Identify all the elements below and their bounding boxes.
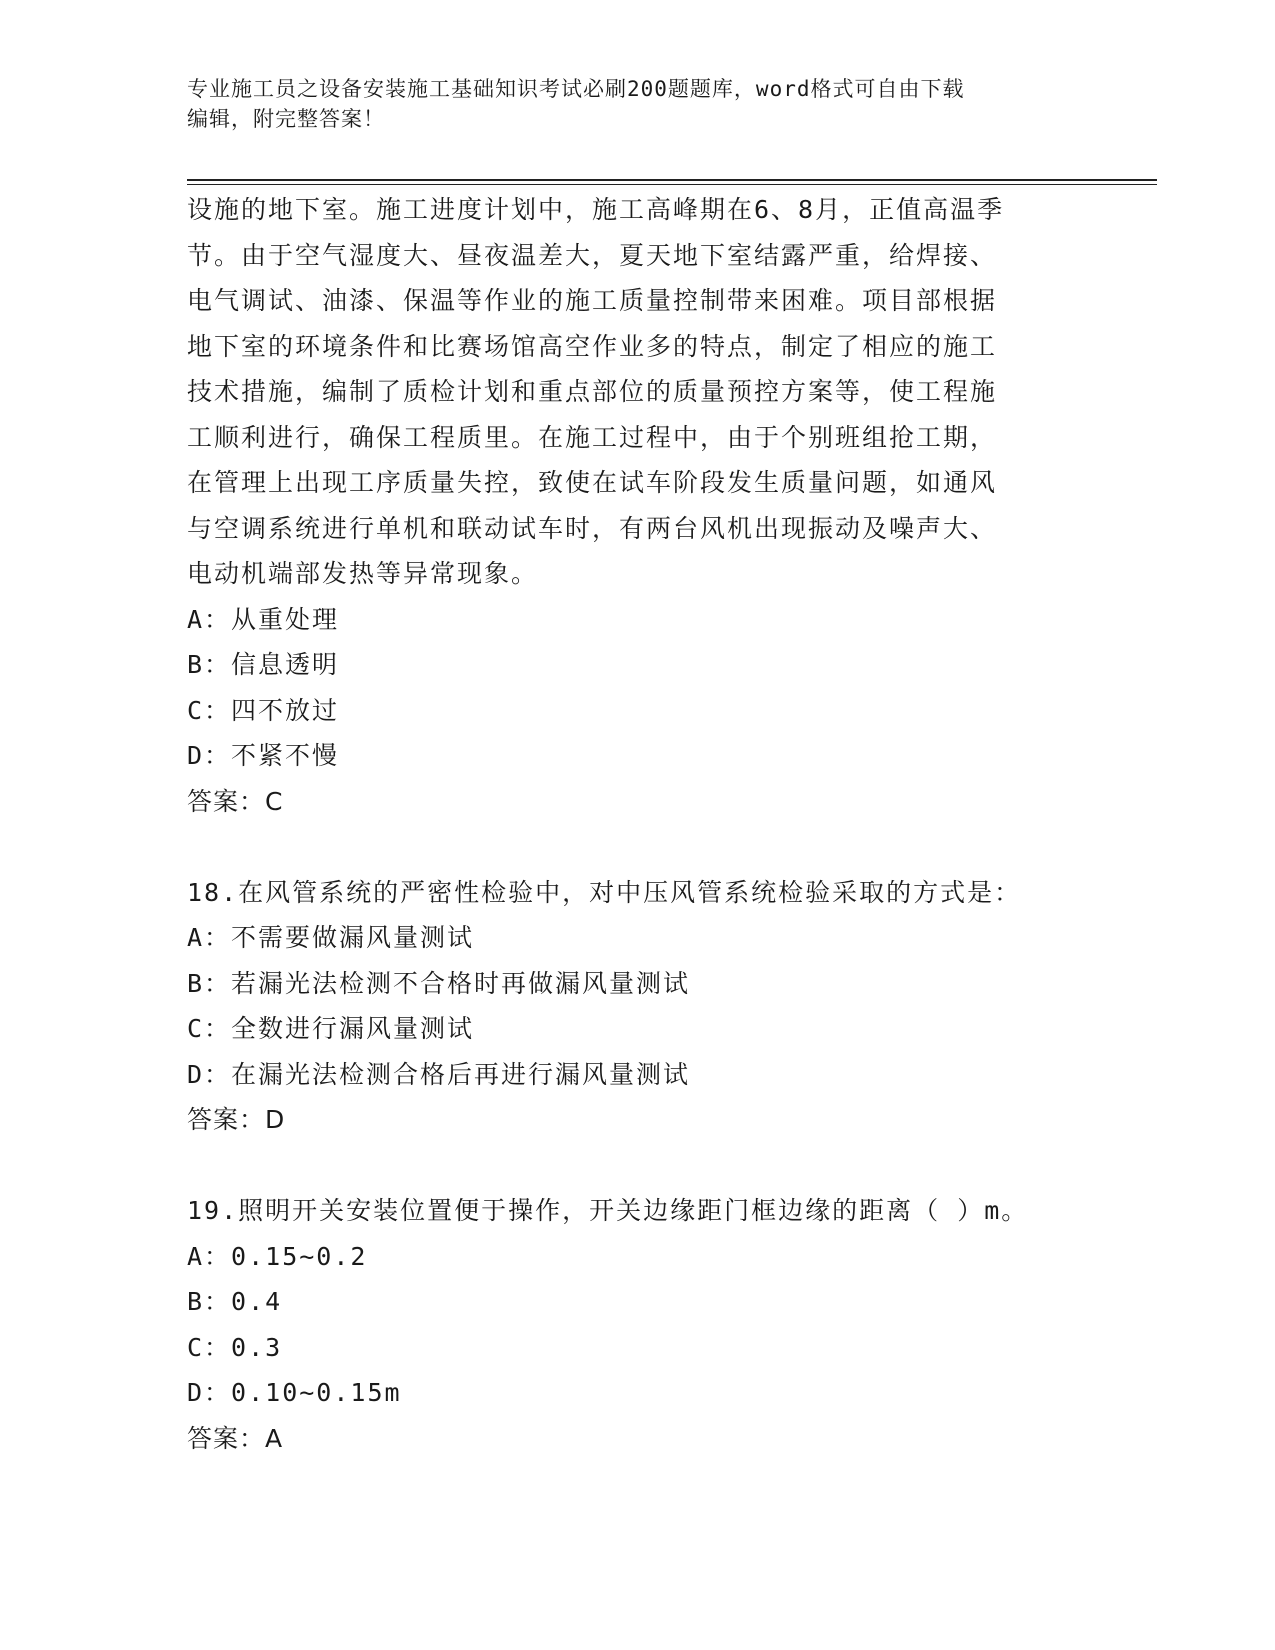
question-text-line: 节。由于空气湿度大、昼夜温差大，夏天地下室结露严重，给焊接、 — [187, 240, 998, 270]
question-text-line: 电动机端部发热等异常现象。 — [187, 559, 539, 588]
question-19-text: 19.照明开关安装位置便于操作，开关边缘距门框边缘的距离（ ）m。 — [187, 1196, 1029, 1225]
question-17-text — [187, 187, 1087, 597]
spacer — [187, 824, 1087, 870]
answer-label: 答案：C — [187, 786, 284, 816]
option-d: D：在漏光法检测合格后再进行漏风量测试 — [187, 1059, 691, 1089]
question-18-block — [187, 870, 1087, 1143]
question-17-block — [187, 187, 1087, 824]
question-text-line: 与空调系统进行单机和联动试车时，有两台风机出现振动及噪声大、 — [187, 513, 998, 543]
answer-label: 答案：A — [187, 1423, 284, 1453]
option-a: A：不需要做漏风量测试 — [187, 923, 475, 952]
option-c: C：全数进行漏风量测试 — [187, 1014, 475, 1043]
option-d: D：不紧不慢 — [187, 741, 340, 770]
option-b: B：信息透明 — [187, 650, 340, 679]
header-title-line-1: 专业施工员之设备安装施工基础知识考试必刷200题题库，word格式可自由下载 — [187, 77, 965, 101]
header-divider-thick — [187, 179, 1157, 181]
header-divider-thin — [187, 184, 1157, 185]
option-c: C：0.3 — [187, 1332, 283, 1362]
question-18-text: 18.在风管系统的严密性检验中，对中压风管系统检验采取的方式是： — [187, 877, 1022, 907]
question-19-block — [187, 1188, 1087, 1461]
option-a: A：从重处理 — [187, 604, 340, 634]
spacer — [187, 1143, 1087, 1189]
document-header — [187, 74, 1067, 134]
question-text-line: 设施的地下室。施工进度计划中，施工高峰期在6、8月，正值高温季 — [187, 195, 1005, 224]
header-title-line-2: 编辑，附完整答案！ — [187, 107, 385, 131]
document-body — [187, 187, 1087, 1461]
option-b: B：若漏光法检测不合格时再做漏风量测试 — [187, 968, 691, 998]
option-c: C：四不放过 — [187, 695, 340, 725]
answer-label: 答案：D — [187, 1105, 286, 1134]
question-text-line: 在管理上出现工序质量失控，致使在试车阶段发生质量问题，如通风 — [187, 468, 998, 497]
question-text-line: 地下室的环境条件和比赛场馆高空作业多的特点，制定了相应的施工 — [187, 331, 998, 361]
option-b: B：0.4 — [187, 1287, 283, 1316]
question-text-line: 技术措施，编制了质检计划和重点部位的质量预控方案等，使工程施 — [187, 377, 998, 406]
option-a: A：0.15~0.2 — [187, 1241, 368, 1271]
question-text-line: 工顺利进行，确保工程质里。在施工过程中，由于个别班组抢工期， — [187, 422, 998, 452]
question-text-line: 电气调试、油漆、保温等作业的施工质量控制带来困难。项目部根据 — [187, 286, 998, 315]
option-d: D：0.10~0.15m — [187, 1378, 402, 1407]
